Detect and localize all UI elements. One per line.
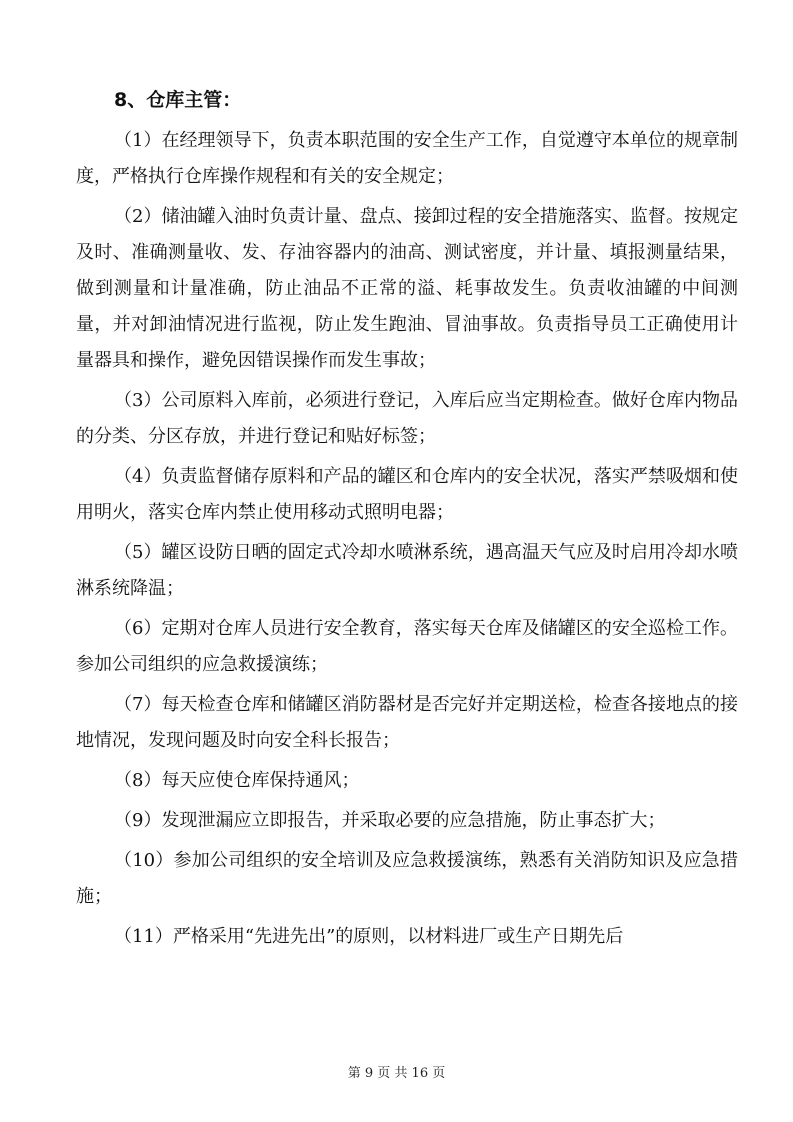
paragraph-2: （2）储油罐入油时负责计量、盘点、接卸过程的安全措施落实、监督。按规定及时、准确测量收、发、存油容器内的油高、测试密度，并计量、填报测量结果，做到测量和计量准确，防止油品不正常的溢、耗事故发生。负责收油罐的中间测量，并对卸油情况进行监视，防止发生跑油、冒油事故。负责指导员工正确使用计量器具和操作，避免因错误操作而发生事故； bbox=[76, 206, 738, 371]
paragraph-10: （10）参加公司组织的安全培训及应急救援演练，熟悉有关消防知识及应急措施； bbox=[76, 850, 738, 907]
paragraph-6: （6）定期对仓库人员进行安全教育，落实每天仓库及储罐区的安全巡检工作。参加公司组织的应急救援演练； bbox=[76, 618, 738, 675]
paragraph-8: （8）每天应使仓库保持通风； bbox=[114, 770, 360, 791]
paragraph-3: （3）公司原料入库前，必须进行登记，入库后应当定期检查。做好仓库内物品的分类、分区存放，并进行登记和贴好标签； bbox=[76, 390, 738, 447]
page-number-footer: 第 9 页 共 16 页 bbox=[347, 1066, 446, 1081]
paragraph-7: （7）每天检查仓库和储罐区消防器材是否完好并定期送检，检查各接地点的接地情况，发现问题及时向安全科长报告； bbox=[76, 694, 738, 751]
paragraph-5: （5）罐区设防日晒的固定式冷却水喷淋系统，遇高温天气应及时启用冷却水喷淋系统降温； bbox=[76, 542, 738, 599]
paragraph-9: （9）发现泄漏应立即报告，并采取必要的应急措施，防止事态扩大； bbox=[114, 810, 666, 831]
document-body bbox=[76, 82, 738, 959]
section-heading: 8、仓库主管： bbox=[114, 89, 242, 111]
paragraph-11: （11）严格采用“先进先出”的原则，以材料进厂或生产日期先后 bbox=[114, 926, 624, 947]
paragraph-4: （4）负责监督储存原料和产品的罐区和仓库内的安全状况，落实严禁吸烟和使用明火，落实仓库内禁止使用移动式照明电器； bbox=[76, 466, 738, 523]
paragraph-1: （1）在经理领导下，负责本职范围的安全生产工作，自觉遵守本单位的规章制度，严格执行仓库操作规程和有关的安全规定； bbox=[76, 130, 738, 187]
